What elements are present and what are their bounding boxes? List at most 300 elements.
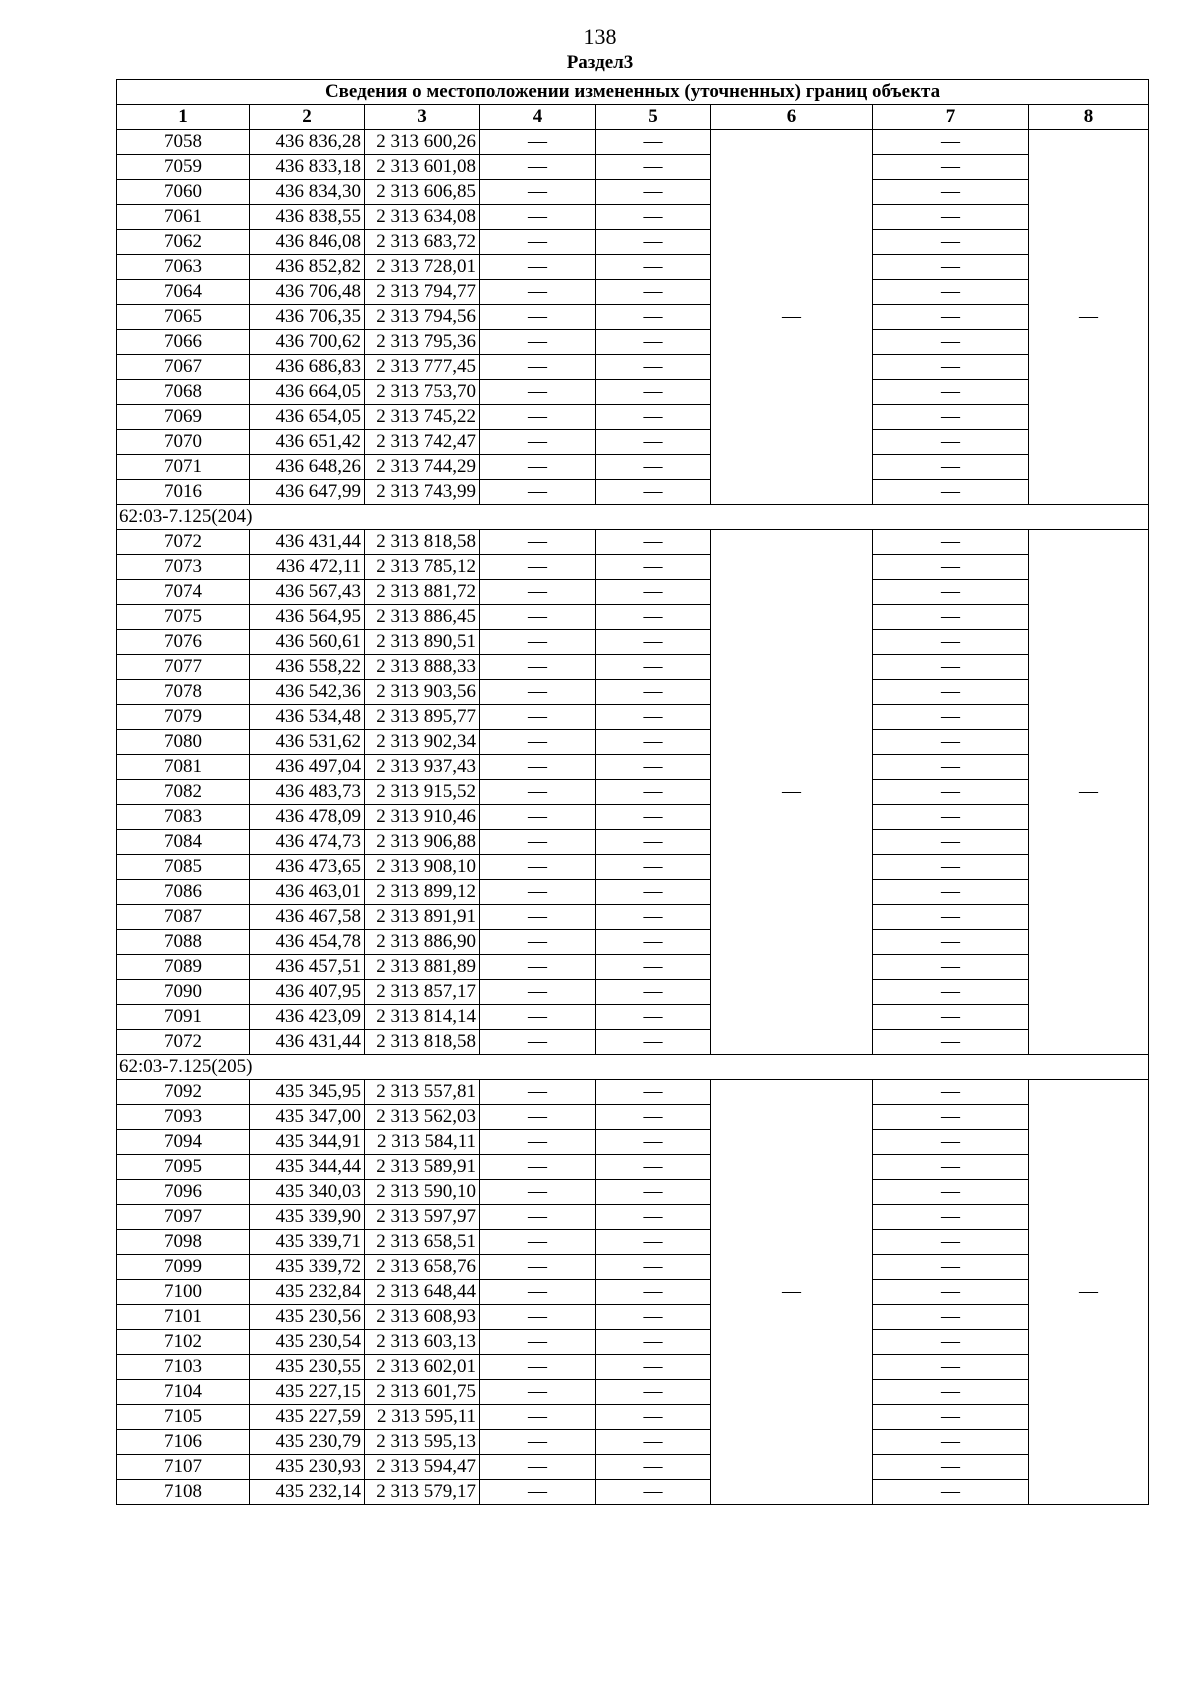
coordinate-y: 2 313 895,77 bbox=[365, 705, 480, 730]
point-number: 7099 bbox=[117, 1255, 250, 1280]
table-row bbox=[117, 930, 1149, 955]
dash-cell: — bbox=[480, 755, 596, 780]
coordinate-y: 2 313 728,01 bbox=[365, 255, 480, 280]
point-number: 7016 bbox=[117, 480, 250, 505]
dash-cell: — bbox=[480, 480, 596, 505]
dash-cell: — bbox=[873, 930, 1029, 955]
column-header: 1 bbox=[117, 105, 250, 130]
point-number: 7074 bbox=[117, 580, 250, 605]
dash-cell: — bbox=[480, 280, 596, 305]
coordinate-y: 2 313 818,58 bbox=[365, 530, 480, 555]
dash-cell: — bbox=[480, 330, 596, 355]
dash-cell: — bbox=[873, 880, 1029, 905]
point-number: 7064 bbox=[117, 280, 250, 305]
point-number: 7091 bbox=[117, 1005, 250, 1030]
dash-cell: — bbox=[596, 980, 711, 1005]
dash-cell: — bbox=[873, 905, 1029, 930]
coordinate-x: 435 230,55 bbox=[250, 1355, 365, 1380]
dash-cell: — bbox=[480, 180, 596, 205]
coordinate-y: 2 313 906,88 bbox=[365, 830, 480, 855]
coordinate-y: 2 313 634,08 bbox=[365, 205, 480, 230]
dash-cell: — bbox=[873, 1280, 1029, 1305]
table-row bbox=[117, 555, 1149, 580]
dash-cell: — bbox=[873, 1005, 1029, 1030]
table-row bbox=[117, 1430, 1149, 1455]
section-title: Раздел3 bbox=[566, 52, 634, 73]
point-number: 7103 bbox=[117, 1355, 250, 1380]
coordinate-x: 436 706,48 bbox=[250, 280, 365, 305]
coordinate-x: 435 340,03 bbox=[250, 1180, 365, 1205]
coordinate-y: 2 313 818,58 bbox=[365, 1030, 480, 1055]
dash-cell: — bbox=[480, 730, 596, 755]
point-number: 7073 bbox=[117, 555, 250, 580]
coordinate-x: 435 347,00 bbox=[250, 1105, 365, 1130]
dash-cell: — bbox=[873, 1330, 1029, 1355]
dash-cell: — bbox=[596, 130, 711, 155]
coordinate-y: 2 313 857,17 bbox=[365, 980, 480, 1005]
point-number: 7067 bbox=[117, 355, 250, 380]
table-row bbox=[117, 130, 1149, 155]
dash-cell: — bbox=[596, 1480, 711, 1505]
point-number: 7093 bbox=[117, 1105, 250, 1130]
table-row bbox=[117, 155, 1149, 180]
point-number: 7061 bbox=[117, 205, 250, 230]
coordinate-x: 436 542,36 bbox=[250, 680, 365, 705]
dash-cell: — bbox=[596, 1005, 711, 1030]
table-row bbox=[117, 1305, 1149, 1330]
table-row bbox=[117, 905, 1149, 930]
dash-cell: — bbox=[873, 1305, 1029, 1330]
coordinate-x: 435 345,95 bbox=[250, 1080, 365, 1105]
dash-cell: — bbox=[873, 630, 1029, 655]
coordinate-y: 2 313 601,08 bbox=[365, 155, 480, 180]
coordinate-y: 2 313 881,89 bbox=[365, 955, 480, 980]
table-row bbox=[117, 705, 1149, 730]
table-row bbox=[117, 1255, 1149, 1280]
dash-cell: — bbox=[873, 955, 1029, 980]
coordinate-y: 2 313 937,43 bbox=[365, 755, 480, 780]
dash-cell: — bbox=[480, 630, 596, 655]
merged-dash-cell: — bbox=[711, 130, 873, 505]
dash-cell: — bbox=[480, 1355, 596, 1380]
point-number: 7085 bbox=[117, 855, 250, 880]
coordinate-x: 436 457,51 bbox=[250, 955, 365, 980]
dash-cell: — bbox=[596, 905, 711, 930]
coordinate-y: 2 313 881,72 bbox=[365, 580, 480, 605]
dash-cell: — bbox=[873, 1080, 1029, 1105]
table-row bbox=[117, 1030, 1149, 1055]
dash-cell: — bbox=[873, 380, 1029, 405]
coordinate-y: 2 313 890,51 bbox=[365, 630, 480, 655]
column-header: 3 bbox=[365, 105, 480, 130]
coordinate-x: 435 232,84 bbox=[250, 1280, 365, 1305]
dash-cell: — bbox=[873, 1130, 1029, 1155]
coordinate-x: 436 564,95 bbox=[250, 605, 365, 630]
dash-cell: — bbox=[480, 305, 596, 330]
dash-cell: — bbox=[596, 1105, 711, 1130]
dash-cell: — bbox=[873, 1405, 1029, 1430]
dash-cell: — bbox=[873, 330, 1029, 355]
dash-cell: — bbox=[596, 530, 711, 555]
coordinate-y: 2 313 742,47 bbox=[365, 430, 480, 455]
dash-cell: — bbox=[873, 530, 1029, 555]
table-row bbox=[117, 205, 1149, 230]
coordinate-x: 436 846,08 bbox=[250, 230, 365, 255]
dash-cell: — bbox=[596, 430, 711, 455]
coordinate-y: 2 313 606,85 bbox=[365, 180, 480, 205]
dash-cell: — bbox=[480, 380, 596, 405]
coordinate-y: 2 313 908,10 bbox=[365, 855, 480, 880]
dash-cell: — bbox=[596, 405, 711, 430]
coordinate-x: 436 836,28 bbox=[250, 130, 365, 155]
dash-cell: — bbox=[480, 680, 596, 705]
coordinate-x: 436 654,05 bbox=[250, 405, 365, 430]
dash-cell: — bbox=[873, 605, 1029, 630]
dash-cell: — bbox=[596, 255, 711, 280]
dash-cell: — bbox=[596, 205, 711, 230]
point-number: 7101 bbox=[117, 1305, 250, 1330]
coordinate-x: 436 431,44 bbox=[250, 1030, 365, 1055]
point-number: 7088 bbox=[117, 930, 250, 955]
dash-cell: — bbox=[596, 305, 711, 330]
table-row bbox=[117, 580, 1149, 605]
coordinate-x: 436 472,11 bbox=[250, 555, 365, 580]
point-number: 7100 bbox=[117, 1280, 250, 1305]
table-row bbox=[117, 630, 1149, 655]
dash-cell: — bbox=[873, 680, 1029, 705]
column-header: 4 bbox=[480, 105, 596, 130]
coordinate-y: 2 313 557,81 bbox=[365, 1080, 480, 1105]
dash-cell: — bbox=[596, 1030, 711, 1055]
coordinate-y: 2 313 745,22 bbox=[365, 405, 480, 430]
dash-cell: — bbox=[480, 1305, 596, 1330]
coordinate-y: 2 313 777,45 bbox=[365, 355, 480, 380]
group-row bbox=[117, 505, 1149, 530]
dash-cell: — bbox=[873, 980, 1029, 1005]
coordinate-x: 435 339,72 bbox=[250, 1255, 365, 1280]
table-row bbox=[117, 355, 1149, 380]
dash-cell: — bbox=[480, 530, 596, 555]
table-row bbox=[117, 880, 1149, 905]
table-row bbox=[117, 655, 1149, 680]
dash-cell: — bbox=[480, 130, 596, 155]
dash-cell: — bbox=[596, 380, 711, 405]
table-row bbox=[117, 230, 1149, 255]
point-number: 7108 bbox=[117, 1480, 250, 1505]
coordinate-x: 435 230,79 bbox=[250, 1430, 365, 1455]
dash-cell: — bbox=[480, 1130, 596, 1155]
dash-cell: — bbox=[596, 1180, 711, 1205]
dash-cell: — bbox=[480, 980, 596, 1005]
coordinate-y: 2 313 888,33 bbox=[365, 655, 480, 680]
dash-cell: — bbox=[596, 455, 711, 480]
dash-cell: — bbox=[596, 830, 711, 855]
dash-cell: — bbox=[596, 730, 711, 755]
coordinate-y: 2 313 744,29 bbox=[365, 455, 480, 480]
dash-cell: — bbox=[873, 1255, 1029, 1280]
column-header: 6 bbox=[711, 105, 873, 130]
point-number: 7069 bbox=[117, 405, 250, 430]
dash-cell: — bbox=[480, 430, 596, 455]
dash-cell: — bbox=[596, 280, 711, 305]
point-number: 7075 bbox=[117, 605, 250, 630]
table-row bbox=[117, 255, 1149, 280]
coordinate-y: 2 313 903,56 bbox=[365, 680, 480, 705]
coordinate-y: 2 313 608,93 bbox=[365, 1305, 480, 1330]
point-number: 7071 bbox=[117, 455, 250, 480]
coordinate-x: 435 230,56 bbox=[250, 1305, 365, 1330]
coordinate-y: 2 313 597,97 bbox=[365, 1205, 480, 1230]
dash-cell: — bbox=[873, 780, 1029, 805]
point-number: 7092 bbox=[117, 1080, 250, 1105]
dash-cell: — bbox=[873, 830, 1029, 855]
dash-cell: — bbox=[596, 680, 711, 705]
table-row bbox=[117, 305, 1149, 330]
dash-cell: — bbox=[480, 580, 596, 605]
dash-cell: — bbox=[480, 905, 596, 930]
page-number: 138 bbox=[583, 24, 617, 49]
coordinate-y: 2 313 910,46 bbox=[365, 805, 480, 830]
dash-cell: — bbox=[596, 1305, 711, 1330]
dash-cell: — bbox=[480, 1030, 596, 1055]
table-row bbox=[117, 1280, 1149, 1305]
dash-cell: — bbox=[873, 405, 1029, 430]
coordinate-y: 2 313 590,10 bbox=[365, 1180, 480, 1205]
coordinate-y: 2 313 899,12 bbox=[365, 880, 480, 905]
coordinates-table bbox=[116, 79, 1149, 1505]
dash-cell: — bbox=[480, 1405, 596, 1430]
dash-cell: — bbox=[873, 705, 1029, 730]
point-number: 7087 bbox=[117, 905, 250, 930]
dash-cell: — bbox=[480, 880, 596, 905]
dash-cell: — bbox=[596, 1455, 711, 1480]
dash-cell: — bbox=[480, 1005, 596, 1030]
coordinate-x: 436 834,30 bbox=[250, 180, 365, 205]
point-number: 7070 bbox=[117, 430, 250, 455]
dash-cell: — bbox=[480, 1105, 596, 1130]
dash-cell: — bbox=[873, 480, 1029, 505]
dash-cell: — bbox=[873, 580, 1029, 605]
dash-cell: — bbox=[873, 1155, 1029, 1180]
dash-cell: — bbox=[480, 405, 596, 430]
dash-cell: — bbox=[596, 555, 711, 580]
point-number: 7060 bbox=[117, 180, 250, 205]
coordinate-y: 2 313 601,75 bbox=[365, 1380, 480, 1405]
point-number: 7086 bbox=[117, 880, 250, 905]
coordinate-x: 436 700,62 bbox=[250, 330, 365, 355]
point-number: 7084 bbox=[117, 830, 250, 855]
dash-cell: — bbox=[480, 1080, 596, 1105]
dash-cell: — bbox=[480, 355, 596, 380]
dash-cell: — bbox=[596, 355, 711, 380]
coordinate-x: 435 230,93 bbox=[250, 1455, 365, 1480]
coordinate-y: 2 313 595,11 bbox=[365, 1405, 480, 1430]
coordinate-x: 436 454,78 bbox=[250, 930, 365, 955]
point-number: 7072 bbox=[117, 1030, 250, 1055]
dash-cell: — bbox=[873, 205, 1029, 230]
table-row bbox=[117, 180, 1149, 205]
dash-cell: — bbox=[873, 1455, 1029, 1480]
dash-cell: — bbox=[480, 1255, 596, 1280]
point-number: 7098 bbox=[117, 1230, 250, 1255]
coordinate-x: 435 344,44 bbox=[250, 1155, 365, 1180]
dash-cell: — bbox=[873, 1480, 1029, 1505]
dash-cell: — bbox=[873, 1180, 1029, 1205]
table-row bbox=[117, 1380, 1149, 1405]
column-header: 5 bbox=[596, 105, 711, 130]
dash-cell: — bbox=[873, 455, 1029, 480]
dash-cell: — bbox=[596, 1205, 711, 1230]
coordinate-x: 436 648,26 bbox=[250, 455, 365, 480]
dash-cell: — bbox=[873, 1355, 1029, 1380]
coordinate-y: 2 313 891,91 bbox=[365, 905, 480, 930]
merged-dash-cell: — bbox=[1029, 130, 1149, 505]
coordinate-y: 2 313 794,56 bbox=[365, 305, 480, 330]
dash-cell: — bbox=[596, 705, 711, 730]
dash-cell: — bbox=[873, 255, 1029, 280]
table-row bbox=[117, 1455, 1149, 1480]
dash-cell: — bbox=[596, 480, 711, 505]
dash-cell: — bbox=[596, 880, 711, 905]
point-number: 7083 bbox=[117, 805, 250, 830]
dash-cell: — bbox=[596, 1330, 711, 1355]
coordinate-x: 436 473,65 bbox=[250, 855, 365, 880]
table-row bbox=[117, 480, 1149, 505]
dash-cell: — bbox=[873, 1430, 1029, 1455]
table-row bbox=[117, 1130, 1149, 1155]
dash-cell: — bbox=[596, 655, 711, 680]
coordinate-x: 436 431,44 bbox=[250, 530, 365, 555]
dash-cell: — bbox=[480, 830, 596, 855]
coordinate-y: 2 313 658,76 bbox=[365, 1255, 480, 1280]
dash-cell: — bbox=[480, 1455, 596, 1480]
dash-cell: — bbox=[596, 180, 711, 205]
coordinate-x: 436 423,09 bbox=[250, 1005, 365, 1030]
table-row bbox=[117, 1405, 1149, 1430]
table-row bbox=[117, 855, 1149, 880]
dash-cell: — bbox=[873, 1105, 1029, 1130]
coordinate-y: 2 313 648,44 bbox=[365, 1280, 480, 1305]
point-number: 7107 bbox=[117, 1455, 250, 1480]
dash-cell: — bbox=[596, 1380, 711, 1405]
dash-cell: — bbox=[873, 805, 1029, 830]
column-header: 2 bbox=[250, 105, 365, 130]
point-number: 7081 bbox=[117, 755, 250, 780]
table-row bbox=[117, 530, 1149, 555]
point-number: 7066 bbox=[117, 330, 250, 355]
dash-cell: — bbox=[596, 955, 711, 980]
dash-cell: — bbox=[480, 605, 596, 630]
dash-cell: — bbox=[873, 280, 1029, 305]
table-caption: Сведения о местоположении измененных (уточненных) границ объекта bbox=[117, 80, 1149, 105]
dash-cell: — bbox=[596, 780, 711, 805]
coordinate-y: 2 313 915,52 bbox=[365, 780, 480, 805]
point-number: 7058 bbox=[117, 130, 250, 155]
dash-cell: — bbox=[480, 255, 596, 280]
dash-cell: — bbox=[596, 1155, 711, 1180]
dash-cell: — bbox=[480, 855, 596, 880]
dash-cell: — bbox=[596, 930, 711, 955]
dash-cell: — bbox=[480, 930, 596, 955]
coordinate-y: 2 313 584,11 bbox=[365, 1130, 480, 1155]
dash-cell: — bbox=[596, 805, 711, 830]
point-number: 7059 bbox=[117, 155, 250, 180]
table-row bbox=[117, 1480, 1149, 1505]
point-number: 7094 bbox=[117, 1130, 250, 1155]
dash-cell: — bbox=[480, 205, 596, 230]
group-label: 62:03-7.125(204) bbox=[117, 505, 1149, 530]
point-number: 7095 bbox=[117, 1155, 250, 1180]
coordinate-x: 436 833,18 bbox=[250, 155, 365, 180]
dash-cell: — bbox=[873, 730, 1029, 755]
table-row bbox=[117, 980, 1149, 1005]
dash-cell: — bbox=[480, 1230, 596, 1255]
dash-cell: — bbox=[480, 1380, 596, 1405]
column-header: 8 bbox=[1029, 105, 1149, 130]
dash-cell: — bbox=[873, 130, 1029, 155]
table-row bbox=[117, 830, 1149, 855]
dash-cell: — bbox=[873, 855, 1029, 880]
coordinate-y: 2 313 579,17 bbox=[365, 1480, 480, 1505]
coordinate-y: 2 313 594,47 bbox=[365, 1455, 480, 1480]
point-number: 7078 bbox=[117, 680, 250, 705]
coordinate-y: 2 313 753,70 bbox=[365, 380, 480, 405]
point-number: 7096 bbox=[117, 1180, 250, 1205]
point-number: 7080 bbox=[117, 730, 250, 755]
dash-cell: — bbox=[873, 430, 1029, 455]
dash-cell: — bbox=[480, 1330, 596, 1355]
dash-cell: — bbox=[480, 1180, 596, 1205]
coordinate-x: 436 474,73 bbox=[250, 830, 365, 855]
coordinate-y: 2 313 785,12 bbox=[365, 555, 480, 580]
dash-cell: — bbox=[873, 155, 1029, 180]
table-row bbox=[117, 1080, 1149, 1105]
table-row bbox=[117, 1330, 1149, 1355]
column-header: 7 bbox=[873, 105, 1029, 130]
coordinate-x: 435 227,59 bbox=[250, 1405, 365, 1430]
table-row bbox=[117, 680, 1149, 705]
table-row bbox=[117, 605, 1149, 630]
coordinate-x: 436 567,43 bbox=[250, 580, 365, 605]
coordinate-x: 436 686,83 bbox=[250, 355, 365, 380]
coordinate-x: 435 232,14 bbox=[250, 1480, 365, 1505]
coordinate-x: 436 651,42 bbox=[250, 430, 365, 455]
dash-cell: — bbox=[480, 1480, 596, 1505]
dash-cell: — bbox=[873, 755, 1029, 780]
dash-cell: — bbox=[873, 180, 1029, 205]
coordinate-x: 436 560,61 bbox=[250, 630, 365, 655]
dash-cell: — bbox=[596, 580, 711, 605]
coordinate-x: 436 706,35 bbox=[250, 305, 365, 330]
dash-cell: — bbox=[873, 1205, 1029, 1230]
dash-cell: — bbox=[873, 1230, 1029, 1255]
coordinate-x: 436 497,04 bbox=[250, 755, 365, 780]
table-row bbox=[117, 1230, 1149, 1255]
point-number: 7090 bbox=[117, 980, 250, 1005]
coordinate-y: 2 313 814,14 bbox=[365, 1005, 480, 1030]
dash-cell: — bbox=[596, 1405, 711, 1430]
point-number: 7063 bbox=[117, 255, 250, 280]
coordinate-y: 2 313 795,36 bbox=[365, 330, 480, 355]
point-number: 7072 bbox=[117, 530, 250, 555]
table-row bbox=[117, 380, 1149, 405]
dash-cell: — bbox=[596, 1130, 711, 1155]
group-row bbox=[117, 1055, 1149, 1080]
dash-cell: — bbox=[596, 1280, 711, 1305]
group-label: 62:03-7.125(205) bbox=[117, 1055, 1149, 1080]
coordinate-x: 435 344,91 bbox=[250, 1130, 365, 1155]
coordinate-x: 436 407,95 bbox=[250, 980, 365, 1005]
